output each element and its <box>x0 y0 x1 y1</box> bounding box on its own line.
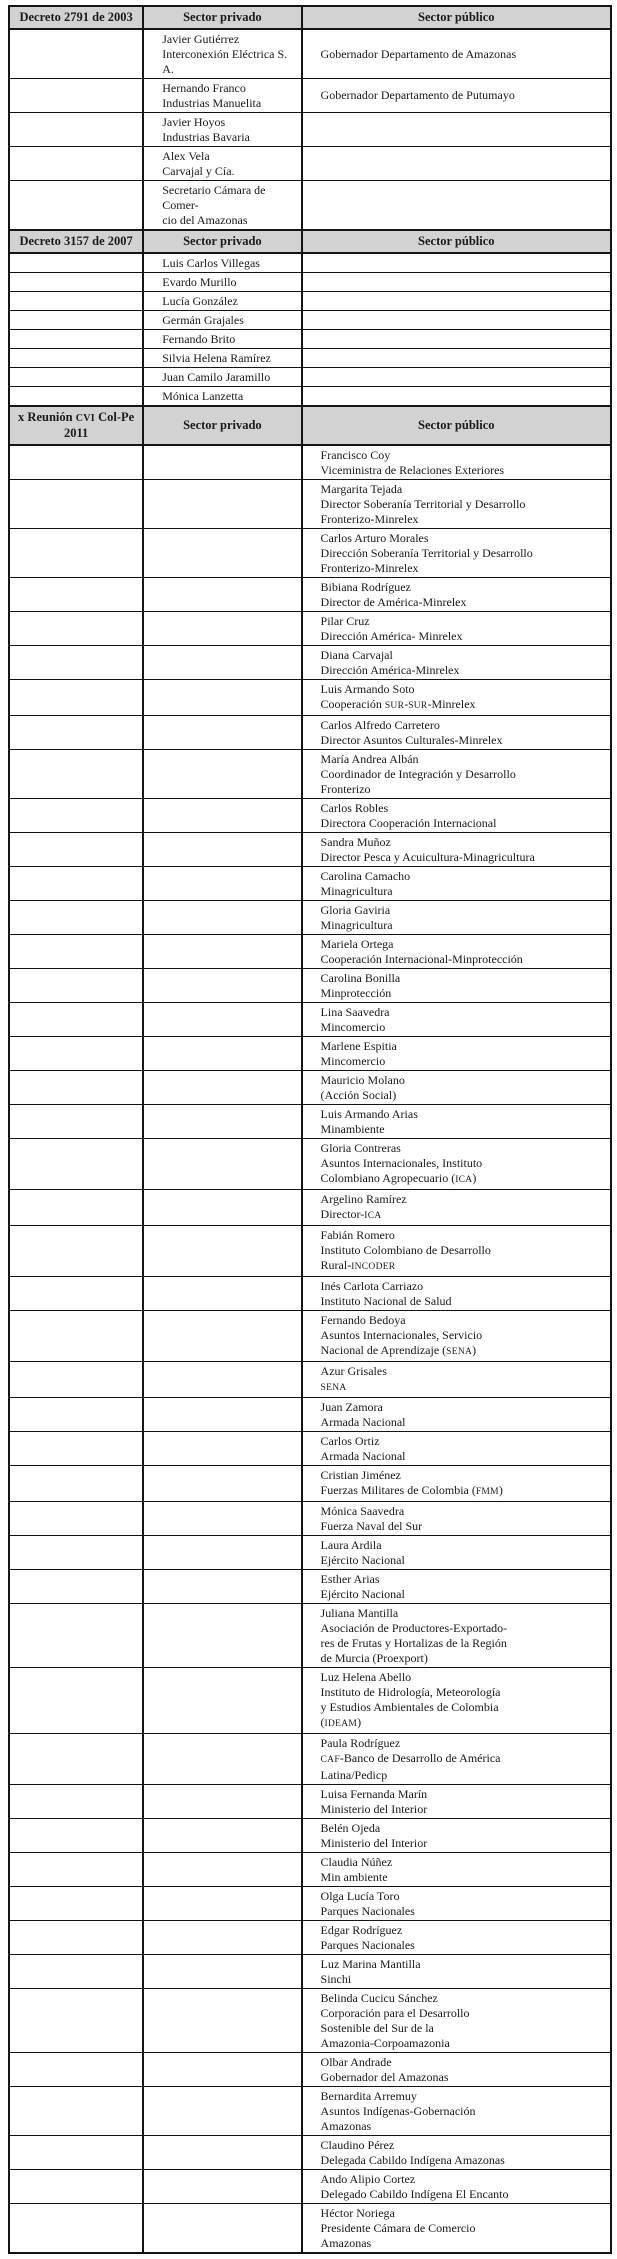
sector-privado-cell <box>143 1785 301 1819</box>
decree-cell <box>9 1003 143 1037</box>
sector-publico-cell <box>302 292 611 311</box>
table-row <box>9 2053 611 2087</box>
sector-publico-cell: Carlos Ortiz Armada Nacional <box>302 1432 611 1466</box>
decree-cell <box>9 867 143 901</box>
sector-publico-cell: Laura Ardila Ejército Nacional <box>302 1536 611 1570</box>
section-header-row <box>9 230 611 253</box>
table-row <box>9 368 611 387</box>
sector-privado-cell <box>143 612 301 646</box>
decree-cell <box>9 1139 143 1190</box>
sector-publico-cell: Luz Marina Mantilla Sinchi <box>302 1955 611 1989</box>
sector-privado-cell <box>143 1398 301 1432</box>
table-row <box>9 2170 611 2204</box>
sector-publico-cell: Pilar Cruz Dirección América- Minrelex <box>302 612 611 646</box>
section-header-row <box>9 406 611 445</box>
decree-cell <box>9 1398 143 1432</box>
table-row <box>9 750 611 799</box>
sector-privado-cell <box>143 1037 301 1071</box>
table-row <box>9 1037 611 1071</box>
sector-privado-cell <box>143 969 301 1003</box>
sector-publico-cell: Juan Zamora Armada Nacional <box>302 1398 611 1432</box>
decree-cell <box>9 330 143 349</box>
sector-privado-cell <box>143 1502 301 1536</box>
decree-cell <box>9 1819 143 1853</box>
decree-cell <box>9 716 143 750</box>
sector-publico-cell: Gloria Contreras Asuntos Internacionales, Instituto Colombiano Agropecuario (ICA) <box>302 1139 611 1190</box>
decree-cell <box>9 113 143 147</box>
table-row <box>9 1311 611 1362</box>
sector-publico-cell <box>302 113 611 147</box>
sector-publico-cell: Mariela Ortega Cooperación Internacional-Minprotección <box>302 935 611 969</box>
sector-privado-cell <box>143 2204 301 2254</box>
sector-publico-cell: Claudino Pérez Delegada Cabildo Indígena Amazonas <box>302 2136 611 2170</box>
sector-publico-header: Sector público <box>302 230 611 253</box>
sector-publico-cell: Claudia Núñez Min ambiente <box>302 1853 611 1887</box>
sector-publico-cell: Margarita Tejada Director Soberanía Territorial y Desarrollo Fronterizo-Minrelex <box>302 480 611 529</box>
table-row <box>9 311 611 330</box>
decree-cell <box>9 1734 143 1785</box>
decree-cell <box>9 1921 143 1955</box>
table-row <box>9 716 611 750</box>
decree-cell <box>9 680 143 716</box>
table-row <box>9 1362 611 1398</box>
decree-cell <box>9 349 143 368</box>
sector-privado-cell: Mónica Lanzetta <box>143 387 301 407</box>
sector-privado-cell: Silvia Helena Ramírez <box>143 349 301 368</box>
sector-privado-cell <box>143 1071 301 1105</box>
sector-publico-cell: Mauricio Molano (Acción Social) <box>302 1071 611 1105</box>
sector-publico-cell <box>302 253 611 273</box>
table-row <box>9 79 611 113</box>
sector-privado-cell <box>143 2053 301 2087</box>
sector-publico-cell: Luz Helena Abello Instituto de Hidrología, Meteorología y Estudios Ambientales de Colombia (IDEAM) <box>302 1668 611 1734</box>
sector-publico-cell <box>302 387 611 407</box>
decree-cell <box>9 833 143 867</box>
decree-cell <box>9 2204 143 2254</box>
sector-publico-cell: Sandra Muñoz Director Pesca y Acuicultura-Minagricultura <box>302 833 611 867</box>
sector-privado-cell: Juan Camilo Jaramillo <box>143 368 301 387</box>
sector-privado-cell: Lucía González <box>143 292 301 311</box>
sector-publico-header: Sector público <box>302 406 611 445</box>
sector-privado-cell <box>143 833 301 867</box>
decree-cell <box>9 2170 143 2204</box>
table-row <box>9 1785 611 1819</box>
decree-cell <box>9 1853 143 1887</box>
sector-publico-cell: María Andrea Albán Coordinador de Integración y Desarrollo Fronterizo <box>302 750 611 799</box>
sector-privado-cell: Secretario Cámara de Comer- cio del Amazonas <box>143 181 301 231</box>
table-row <box>9 1668 611 1734</box>
section-header-row <box>9 6 611 29</box>
decree-cell <box>9 2136 143 2170</box>
sector-privado-cell: Hernando Franco Industrias Manuelita <box>143 79 301 113</box>
decree-cell <box>9 935 143 969</box>
decree-cell <box>9 1604 143 1668</box>
sector-privado-cell <box>143 1311 301 1362</box>
decree-cell <box>9 1432 143 1466</box>
table-row <box>9 1921 611 1955</box>
sector-privado-cell <box>143 1536 301 1570</box>
table-row <box>9 1887 611 1921</box>
decree-cell <box>9 181 143 231</box>
sector-publico-cell: Luis Armando Soto Cooperación SUR-SUR-Minrelex <box>302 680 611 716</box>
table-row <box>9 29 611 79</box>
sector-privado-cell: Fernando Brito <box>143 330 301 349</box>
sector-privado-cell <box>143 2170 301 2204</box>
sector-privado-cell <box>143 1887 301 1921</box>
table-row <box>9 2136 611 2170</box>
sector-publico-cell: Carlos Alfredo Carretero Director Asuntos Culturales-Minrelex <box>302 716 611 750</box>
sector-publico-cell: Luis Armando Arias Minambiente <box>302 1105 611 1139</box>
sector-privado-header: Sector privado <box>143 6 301 29</box>
table-row <box>9 1398 611 1432</box>
decree-cell <box>9 368 143 387</box>
table-row <box>9 2087 611 2136</box>
sector-privado-cell <box>143 1466 301 1502</box>
table-row <box>9 1466 611 1502</box>
sector-privado-cell <box>143 799 301 833</box>
sector-privado-cell <box>143 1277 301 1311</box>
decree-cell <box>9 901 143 935</box>
sector-privado-cell: Alex Vela Carvajal y Cía. <box>143 147 301 181</box>
sector-publico-header: Sector público <box>302 6 611 29</box>
sector-publico-cell: Carolina Bonilla Minprotección <box>302 969 611 1003</box>
table-row <box>9 2204 611 2254</box>
sector-privado-cell <box>143 1734 301 1785</box>
sector-publico-cell: Cristian Jiménez Fuerzas Militares de Colombia (FMM) <box>302 1466 611 1502</box>
table-row <box>9 1536 611 1570</box>
sector-privado-cell <box>143 646 301 680</box>
table-row <box>9 1190 611 1226</box>
table-row <box>9 349 611 368</box>
sector-publico-cell <box>302 330 611 349</box>
table-row <box>9 529 611 578</box>
table-row <box>9 612 611 646</box>
table-row <box>9 646 611 680</box>
sector-publico-cell: Marlene Espitia Mincomercio <box>302 1037 611 1071</box>
sector-publico-cell: Francisco Coy Viceministra de Relaciones Exteriores <box>302 445 611 480</box>
decree-cell <box>9 1570 143 1604</box>
section-title: Decreto 2791 de 2003 <box>9 6 143 29</box>
decree-cell <box>9 1226 143 1277</box>
table-row <box>9 1277 611 1311</box>
decree-cell <box>9 1362 143 1398</box>
sector-privado-cell <box>143 1604 301 1668</box>
table-row <box>9 330 611 349</box>
decree-cell <box>9 147 143 181</box>
decree-cell <box>9 1785 143 1819</box>
table-row <box>9 1226 611 1277</box>
sector-privado-cell <box>143 901 301 935</box>
decree-cell <box>9 750 143 799</box>
decree-cell <box>9 1989 143 2053</box>
sector-privado-cell: Javier Hoyos Industrias Bavaria <box>143 113 301 147</box>
sector-privado-cell <box>143 1190 301 1226</box>
participants-table-body <box>9 6 611 2253</box>
table-row <box>9 1071 611 1105</box>
decree-cell <box>9 1105 143 1139</box>
decree-cell <box>9 79 143 113</box>
sector-privado-cell <box>143 480 301 529</box>
table-row <box>9 1853 611 1887</box>
sector-publico-cell: Edgar Rodríguez Parques Nacionales <box>302 1921 611 1955</box>
section-title: x Reunión CVI Col-Pe 2011 <box>9 406 143 445</box>
table-row <box>9 1989 611 2053</box>
sector-publico-cell: Olga Lucía Toro Parques Nacionales <box>302 1887 611 1921</box>
decree-cell <box>9 29 143 79</box>
sector-privado-cell <box>143 867 301 901</box>
sector-publico-cell: Esther Arias Ejército Nacional <box>302 1570 611 1604</box>
sector-privado-cell <box>143 716 301 750</box>
participants-table <box>8 5 612 2254</box>
sector-publico-cell <box>302 181 611 231</box>
table-row <box>9 969 611 1003</box>
sector-publico-cell <box>302 273 611 292</box>
sector-privado-cell <box>143 2087 301 2136</box>
sector-publico-cell: Olbar Andrade Gobernador del Amazonas <box>302 2053 611 2087</box>
table-row <box>9 387 611 407</box>
decree-cell <box>9 969 143 1003</box>
table-row <box>9 445 611 480</box>
sector-publico-cell: Lina Saavedra Mincomercio <box>302 1003 611 1037</box>
decree-cell <box>9 292 143 311</box>
decree-cell <box>9 480 143 529</box>
table-row <box>9 147 611 181</box>
decree-cell <box>9 311 143 330</box>
decree-cell <box>9 799 143 833</box>
sector-publico-cell: Gloria Gaviria Minagricultura <box>302 901 611 935</box>
sector-privado-cell <box>143 1105 301 1139</box>
sector-privado-cell <box>143 1921 301 1955</box>
sector-publico-cell: Mónica Saavedra Fuerza Naval del Sur <box>302 1502 611 1536</box>
sector-privado-cell <box>143 1989 301 2053</box>
table-row <box>9 273 611 292</box>
sector-publico-cell: Paula Rodríguez CAF-Banco de Desarrollo de América Latina/Pedicp <box>302 1734 611 1785</box>
table-row <box>9 1734 611 1785</box>
sector-privado-cell <box>143 1853 301 1887</box>
sector-publico-cell: Bibiana Rodríguez Director de América-Minrelex <box>302 578 611 612</box>
decree-cell <box>9 1466 143 1502</box>
table-row <box>9 1432 611 1466</box>
sector-privado-cell: Evardo Murillo <box>143 273 301 292</box>
table-row <box>9 867 611 901</box>
sector-privado-cell <box>143 1955 301 1989</box>
sector-publico-cell: Héctor Noriega Presidente Cámara de Comercio Amazonas <box>302 2204 611 2254</box>
table-row <box>9 1139 611 1190</box>
table-row <box>9 799 611 833</box>
sector-privado-cell <box>143 1570 301 1604</box>
decree-cell <box>9 1037 143 1071</box>
decree-cell <box>9 2087 143 2136</box>
decree-cell <box>9 1536 143 1570</box>
decree-cell <box>9 273 143 292</box>
table-row <box>9 480 611 529</box>
decree-cell <box>9 1955 143 1989</box>
table-row <box>9 901 611 935</box>
table-row <box>9 935 611 969</box>
decree-cell <box>9 578 143 612</box>
table-row <box>9 833 611 867</box>
sector-privado-cell <box>143 1432 301 1466</box>
table-row <box>9 292 611 311</box>
sector-privado-header: Sector privado <box>143 230 301 253</box>
decree-cell <box>9 646 143 680</box>
table-row <box>9 578 611 612</box>
table-row <box>9 1604 611 1668</box>
table-row <box>9 1570 611 1604</box>
table-row <box>9 113 611 147</box>
decree-cell <box>9 445 143 480</box>
sector-publico-cell: Carolina Camacho Minagricultura <box>302 867 611 901</box>
decree-cell <box>9 253 143 273</box>
sector-privado-cell <box>143 1362 301 1398</box>
table-row <box>9 1105 611 1139</box>
decree-cell <box>9 1887 143 1921</box>
decree-cell <box>9 1071 143 1105</box>
sector-privado-cell <box>143 750 301 799</box>
sector-publico-cell: Gobernador Departamento de Amazonas <box>302 29 611 79</box>
sector-publico-cell: Diana Carvajal Dirección América-Minrelex <box>302 646 611 680</box>
decree-cell <box>9 612 143 646</box>
table-row <box>9 181 611 231</box>
table-row <box>9 1955 611 1989</box>
sector-publico-cell: Ando Alipio Cortez Delegado Cabildo Indígena El Encanto <box>302 2170 611 2204</box>
table-row <box>9 680 611 716</box>
sector-privado-cell <box>143 2136 301 2170</box>
sector-privado-cell: Javier Gutiérrez Interconexión Eléctrica S. A. <box>143 29 301 79</box>
sector-publico-cell: Carlos Robles Directora Cooperación Internacional <box>302 799 611 833</box>
sector-privado-cell <box>143 578 301 612</box>
sector-publico-cell: Belén Ojeda Ministerio del Interior <box>302 1819 611 1853</box>
sector-privado-cell <box>143 1226 301 1277</box>
sector-privado-cell <box>143 445 301 480</box>
decree-cell <box>9 529 143 578</box>
sector-privado-cell <box>143 1819 301 1853</box>
sector-publico-cell: Luisa Fernanda Marín Ministerio del Interior <box>302 1785 611 1819</box>
sector-publico-cell: Juliana Mantilla Asociación de Productores-Exportado- res de Frutas y Hortalizas de la Región de Murcia (Proexport) <box>302 1604 611 1668</box>
table-row <box>9 1819 611 1853</box>
table-row <box>9 1003 611 1037</box>
sector-publico-cell: Belinda Cucicu Sánchez Corporación para el Desarrollo Sostenible del Sur de la Amazonia-Corpoamazonia <box>302 1989 611 2053</box>
sector-publico-cell <box>302 311 611 330</box>
sector-publico-cell: Argelino Ramírez Director-ICA <box>302 1190 611 1226</box>
table-row <box>9 253 611 273</box>
sector-publico-cell <box>302 368 611 387</box>
sector-privado-cell <box>143 1003 301 1037</box>
sector-privado-cell <box>143 935 301 969</box>
decree-cell <box>9 1190 143 1226</box>
sector-privado-cell <box>143 680 301 716</box>
decree-cell <box>9 1311 143 1362</box>
section-title: Decreto 3157 de 2007 <box>9 230 143 253</box>
sector-publico-cell: Inés Carlota Carriazo Instituto Nacional de Salud <box>302 1277 611 1311</box>
sector-publico-cell: Azur Grisales SENA <box>302 1362 611 1398</box>
sector-publico-cell: Fabián Romero Instituto Colombiano de Desarrollo Rural-INCODER <box>302 1226 611 1277</box>
decree-cell <box>9 2053 143 2087</box>
sector-publico-cell: Fernando Bedoya Asuntos Internacionales, Servicio Nacional de Aprendizaje (SENA) <box>302 1311 611 1362</box>
sector-privado-header: Sector privado <box>143 406 301 445</box>
sector-publico-cell: Gobernador Departamento de Putumayo <box>302 79 611 113</box>
sector-privado-cell: Germán Grajales <box>143 311 301 330</box>
sector-publico-cell <box>302 349 611 368</box>
decree-cell <box>9 387 143 407</box>
decree-cell <box>9 1502 143 1536</box>
sector-privado-cell <box>143 1668 301 1734</box>
decree-cell <box>9 1668 143 1734</box>
decree-cell <box>9 1277 143 1311</box>
sector-privado-cell <box>143 1139 301 1190</box>
sector-publico-cell: Bernardita Arremuy Asuntos Indígenas-Gobernación Amazonas <box>302 2087 611 2136</box>
sector-privado-cell <box>143 529 301 578</box>
sector-publico-cell: Carlos Arturo Morales Dirección Soberanía Territorial y Desarrollo Fronterizo-Minrelex <box>302 529 611 578</box>
table-row <box>9 1502 611 1536</box>
sector-privado-cell: Luis Carlos Villegas <box>143 253 301 273</box>
sector-publico-cell <box>302 147 611 181</box>
